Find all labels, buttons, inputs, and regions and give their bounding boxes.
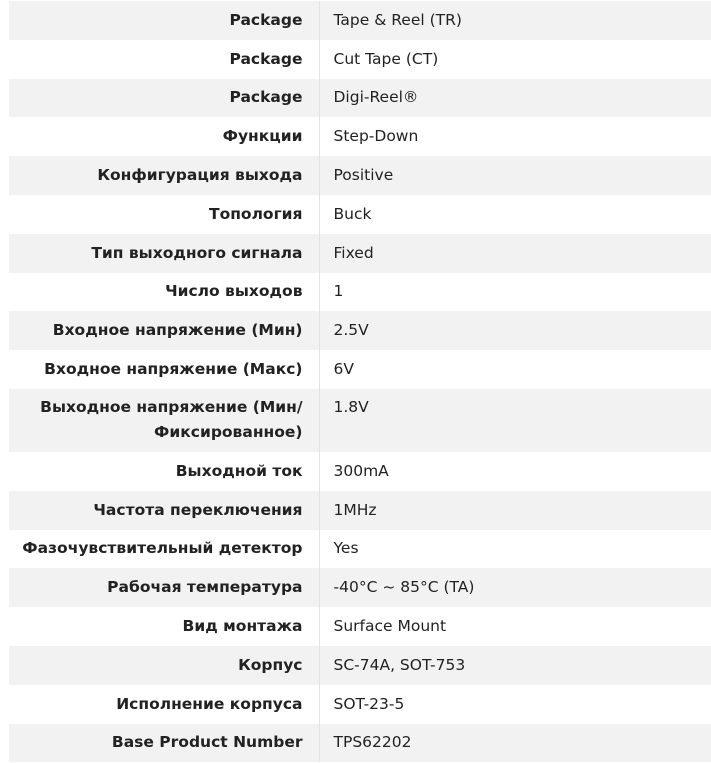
spec-value: Yes (333, 539, 359, 558)
spec-row (9, 350, 711, 389)
spec-value: Step-Down (333, 127, 419, 146)
spec-label: Вид монтажа (9, 607, 319, 646)
spec-value: Fixed (319, 234, 711, 273)
spec-row (9, 530, 711, 569)
spec-value: 2.5V (319, 311, 711, 350)
spec-value: -40°C ~ 85°C (TA) (319, 568, 711, 607)
spec-value: Tape & Reel (TR) (319, 1, 711, 40)
spec-row (9, 452, 711, 491)
spec-row (9, 40, 711, 79)
spec-row (9, 568, 711, 607)
spec-row (9, 117, 711, 156)
spec-label: Входное напряжение (Макс) (9, 350, 319, 389)
spec-label: Фазочувствительный детектор (9, 530, 319, 569)
spec-value: 1.8V (319, 389, 711, 452)
spec-label: Рабочая температура (9, 568, 319, 607)
spec-value: TPS62202 (319, 724, 711, 763)
spec-label: Конфигурация выхода (9, 156, 319, 195)
spec-row (9, 79, 711, 118)
spec-value: Cut Tape (CT) (333, 49, 439, 68)
spec-value: 1 (333, 282, 344, 301)
spec-row (9, 1, 711, 40)
spec-row (9, 607, 711, 646)
spec-label: Топология (9, 195, 319, 234)
spec-row (9, 491, 711, 530)
spec-value: Surface Mount (333, 617, 447, 636)
spec-value: SC-74A, SOT-753 (319, 646, 711, 685)
spec-label: Частота переключения (9, 491, 319, 530)
spec-row (9, 234, 711, 273)
spec-value: 1MHz (319, 491, 711, 530)
spec-label: Base Product Number (9, 724, 319, 763)
spec-value: 300mA (333, 461, 389, 480)
spec-row (9, 273, 711, 312)
spec-label: Функции (9, 117, 319, 156)
spec-label: Package (9, 40, 319, 79)
spec-row (9, 311, 711, 350)
spec-label: Число выходов (9, 273, 319, 312)
spec-label: Package (9, 1, 319, 40)
spec-value: Positive (319, 156, 711, 195)
spec-value: 6V (333, 360, 354, 379)
spec-label: Корпус (9, 646, 319, 685)
spec-row (9, 389, 711, 452)
spec-value: SOT-23-5 (333, 694, 405, 713)
spec-value: Buck (333, 204, 372, 223)
spec-label: Тип выходного сигнала (9, 234, 319, 273)
spec-row (9, 685, 711, 724)
spec-row (9, 156, 711, 195)
spec-value: Digi-Reel® (319, 79, 711, 118)
spec-label: Выходное напряжение (Мин/ Фиксированное) (9, 389, 319, 452)
spec-row (9, 646, 711, 685)
spec-label: Выходной ток (9, 452, 319, 491)
spec-label: Входное напряжение (Мин) (9, 311, 319, 350)
spec-row (9, 195, 711, 234)
spec-label: Исполнение корпуса (9, 685, 319, 724)
spec-row (9, 724, 711, 763)
spec-label: Package (9, 79, 319, 118)
spec-table (9, 1, 711, 762)
